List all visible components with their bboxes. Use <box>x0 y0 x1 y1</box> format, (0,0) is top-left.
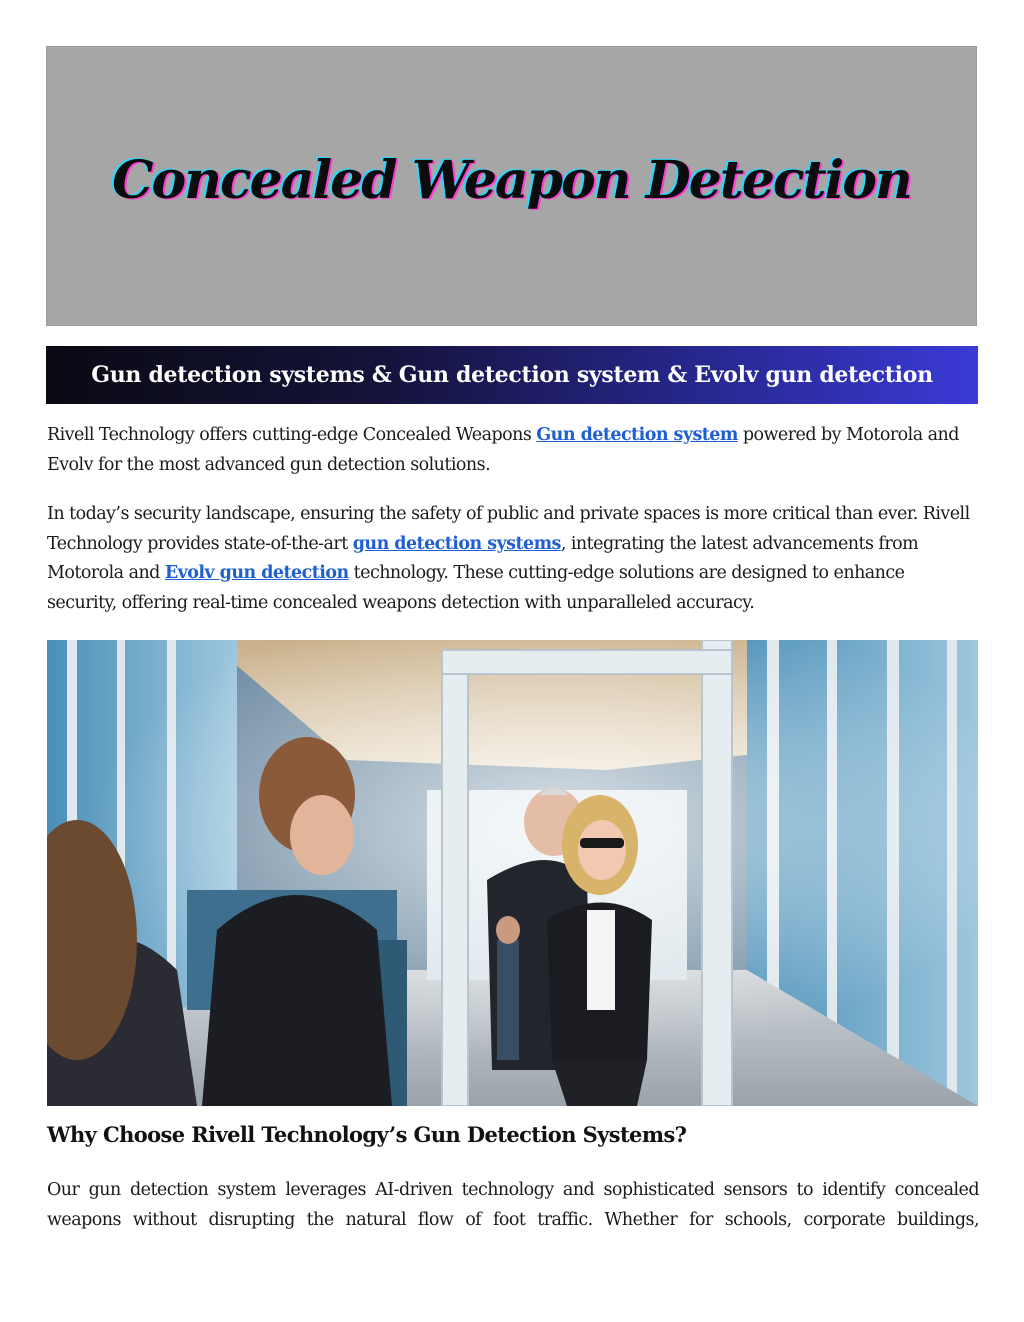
subtitle-text: Gun detection systems & Gun detection system & Evolv gun detection <box>91 362 933 388</box>
gun-detection-systems-link[interactable]: gun detection systems <box>352 533 561 554</box>
body-text-2: , integrating the latest advancements from Motorola and <box>47 533 919 583</box>
gun-detection-system-link[interactable]: Gun detection system <box>536 425 738 445</box>
intro-text-1: Rivell Technology offers cutting-edge Concealed Weapons <box>47 425 537 445</box>
evolv-gun-detection-link[interactable]: Evolv gun detection <box>164 563 349 583</box>
section-heading: Why Choose Rivell Technology’s Gun Detection Systems? <box>47 1122 687 1147</box>
intro-text-2: powered by Motorola and Evolv for the most advanced gun detection solutions. <box>47 425 959 475</box>
intro-paragraph <box>47 421 979 480</box>
body-paragraph <box>47 500 979 618</box>
page-title: Concealed Weapon Detection <box>112 149 911 211</box>
subtitle-banner <box>46 346 978 404</box>
hero-banner <box>46 46 977 326</box>
body-text-3: technology. These cutting-edge solutions are designed to enhance security, offering real-time concealed weapons detection with unparalleled accuracy. <box>47 563 905 613</box>
security-checkpoint-photo <box>47 640 978 1106</box>
section-paragraph: Our gun detection system leverages AI-driven technology and sophisticated sensors to identify concealed weapons without disrupting the natural flow of foot traffic. Whether for schools, corporate buildings, <box>47 1180 979 1230</box>
body-text-1: In today’s security landscape, ensuring the safety of public and private spaces is more critical than ever. Rivell Technology provides state-of-the-art <box>47 504 970 554</box>
